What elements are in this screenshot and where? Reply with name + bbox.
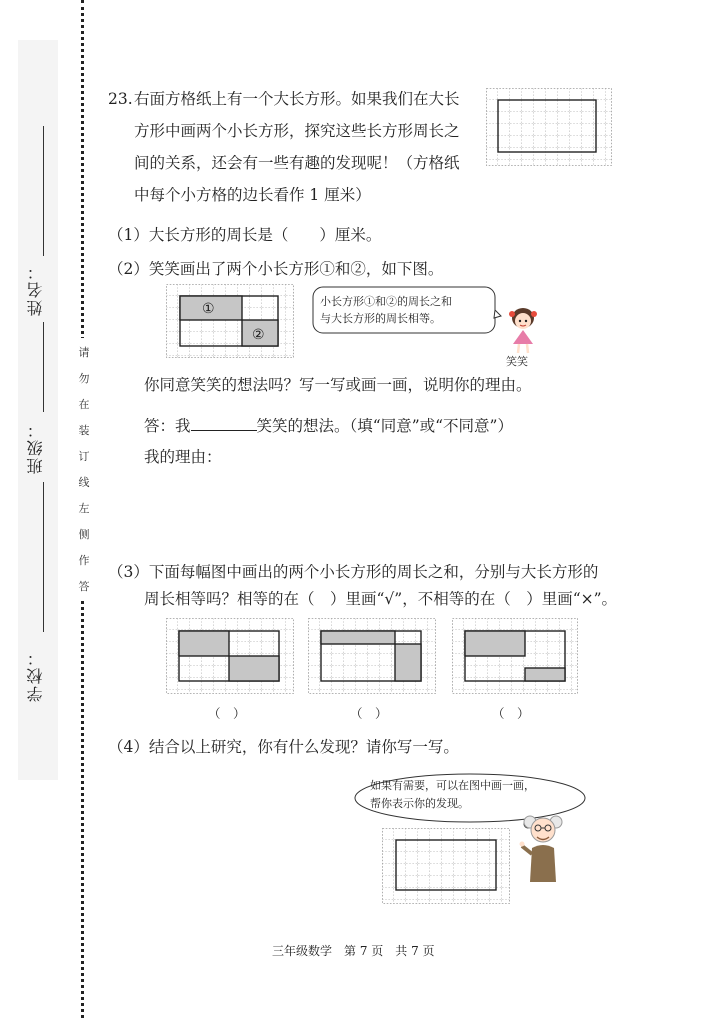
intro-line: 间的关系，还会有一些有趣的发现呢！（方格纸 — [134, 154, 460, 172]
question-number: 23. — [108, 90, 133, 108]
character-name: 笑笑 — [506, 355, 528, 368]
warning-char: 请 — [78, 346, 90, 359]
warning-char: 答 — [78, 580, 90, 593]
name-label: 姓名： — [26, 262, 45, 316]
warning-char: 线 — [78, 476, 90, 489]
intro-grid-figure — [486, 88, 612, 166]
reason-label: 我的理由： — [144, 448, 222, 466]
part3-question-line: 周长相等吗？相等的在（ ）里画“√”，不相等的在（ ）里画“×”。 — [144, 590, 618, 608]
warning-char: 作 — [78, 554, 90, 567]
part1-question: （1）大长方形的周长是（ ）厘米。 — [108, 226, 382, 244]
teacher-character-icon — [518, 808, 568, 886]
part2-question: （2）笑笑画出了两个小长方形①和②，如下图。 — [108, 260, 444, 278]
part2-prompt: 你同意笑笑的想法吗？写一写或画一画，说明你的理由。 — [144, 376, 532, 394]
part4-grid-figure[interactable] — [382, 828, 510, 904]
warning-char: 左 — [78, 502, 90, 515]
bubble-line: 与大长方形的周长相等。 — [320, 312, 441, 325]
agree-blank[interactable] — [191, 416, 257, 431]
rectangle-label-1: ① — [202, 301, 215, 317]
page-footer: 三年级数学 第 7 页 共 7 页 — [272, 944, 435, 958]
bubble-line: 小长方形①和②的周长之和 — [320, 295, 452, 308]
part4-question: （4）结合以上研究，你有什么发现？请你写一写。 — [108, 738, 459, 756]
answer-line — [144, 416, 513, 435]
intro-line: 方形中画两个小长方形，探究这些长方形周长之 — [134, 122, 460, 140]
answer-suffix: 笑笑的想法。（填“同意”或“不同意”） — [256, 417, 513, 435]
school-write-line — [43, 482, 44, 632]
thought-line: 帮你表示你的发现。 — [370, 797, 469, 810]
warning-char: 在 — [78, 398, 90, 411]
class-label: 班级： — [26, 420, 45, 474]
warning-char: 勿 — [78, 372, 90, 385]
warning-char: 装 — [78, 424, 90, 437]
rectangle-label-2: ② — [252, 327, 265, 343]
xiaoxiao-character-icon — [500, 306, 546, 356]
answer-slot[interactable]: （ ） — [492, 706, 530, 721]
warning-char: 侧 — [78, 528, 90, 541]
part3-figure-1 — [166, 618, 294, 694]
part3-question-line: （3）下面每幅图中画出的两个小长方形的周长之和，分别与大长方形的 — [108, 563, 599, 581]
intro-line: 中每个小方格的边长看作 1 厘米） — [134, 186, 371, 204]
answer-prefix: 答：我 — [144, 417, 191, 435]
intro-line: 右面方格纸上有一个大长方形。如果我们在大长 — [134, 90, 460, 108]
answer-slot[interactable]: （ ） — [208, 706, 246, 721]
class-write-line — [43, 322, 44, 412]
part3-figure-2 — [308, 618, 436, 694]
school-label: 学校： — [26, 648, 45, 702]
xiaoxiao-grid-figure — [166, 284, 294, 358]
thought-line: 如果有需要，可以在图中画一画， — [370, 779, 535, 792]
answer-slot[interactable]: （ ） — [350, 706, 388, 721]
binding-margin — [0, 0, 90, 1018]
part3-figure-3 — [452, 618, 578, 694]
warning-char: 订 — [78, 450, 90, 463]
name-write-line — [43, 126, 44, 256]
